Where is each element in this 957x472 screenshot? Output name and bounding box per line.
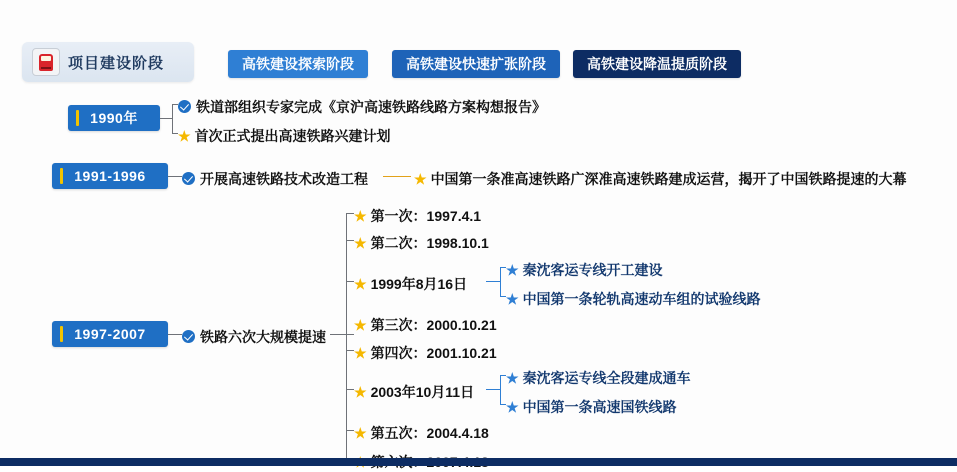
sub-list-item: ★ 中国第一条高速国铁线路: [506, 399, 677, 415]
list-item: ★ 第五次：2004.4.18: [354, 425, 489, 441]
sub-list-item: ★ 秦沈客运专线开工建设: [506, 262, 663, 278]
train-icon: [32, 48, 60, 76]
list-item: ★ 2003年10月11日: [354, 384, 475, 400]
check-icon: [178, 100, 191, 113]
connector: [346, 334, 354, 335]
connector: [346, 213, 347, 461]
list-item: ★ 1999年8月16日: [354, 276, 468, 292]
header: [0, 22, 957, 72]
year-pill-1990[interactable]: 1990年: [68, 105, 160, 131]
connector: [486, 389, 500, 390]
connector: [500, 375, 501, 404]
star-icon: ★: [354, 317, 367, 333]
list-item: ★ 第三次：2000.10.21: [354, 317, 497, 333]
connector: [330, 334, 346, 335]
connector: [346, 350, 354, 351]
star-icon: ★: [354, 425, 367, 441]
list-item: ★ 第四次：2001.10.21: [354, 345, 497, 361]
year-pill-1997-2007[interactable]: 1997-2007: [52, 321, 168, 347]
sub-list-item: ★ 秦沈客运专线全段建成通车: [506, 370, 691, 386]
connector: [346, 281, 354, 282]
star-icon: ★: [414, 171, 427, 187]
list-item: ★ 第二次：1998.10.1: [354, 235, 489, 251]
star-icon: ★: [354, 384, 367, 400]
project-stage-title: [22, 42, 194, 82]
stage-chip-exploration[interactable]: 高铁建设探索阶段: [228, 50, 368, 78]
connector: [383, 176, 411, 177]
connector: [172, 104, 173, 133]
connector: [346, 430, 354, 431]
connector: [486, 281, 500, 282]
connector: [346, 240, 354, 241]
list-item-main: 铁路六次大规模提速: [182, 327, 326, 347]
list-item: ★ 首次正式提出高速铁路兴建计划: [178, 128, 391, 144]
sub-list-item: ★ 中国第一条轮轨高速动车组的试验线路: [506, 291, 761, 307]
connector: [346, 213, 354, 214]
star-icon: ★: [354, 276, 367, 292]
star-icon: ★: [178, 128, 191, 144]
star-icon: ★: [354, 345, 367, 361]
list-item: ★ 中国第一条准高速铁路广深准高速铁路建成运营，揭开了中国铁路提速的大幕: [414, 171, 907, 187]
connector: [500, 267, 501, 296]
stage-chip-expansion[interactable]: 高铁建设快速扩张阶段: [392, 50, 560, 78]
bottom-bar: [0, 458, 957, 466]
list-item: 开展高速铁路技术改造工程: [182, 169, 368, 189]
year-pill-1991-1996[interactable]: 1991-1996: [52, 163, 168, 189]
check-icon: [182, 172, 195, 185]
star-icon: ★: [354, 208, 367, 224]
star-icon: ★: [506, 370, 519, 386]
connector: [168, 334, 182, 335]
star-icon: ★: [506, 291, 519, 307]
stage-chip-quality[interactable]: 高铁建设降温提质阶段: [573, 50, 741, 78]
star-icon: ★: [506, 399, 519, 415]
connector: [160, 118, 172, 119]
list-item: ★ 第一次：1997.4.1: [354, 208, 482, 224]
check-icon: [182, 330, 195, 343]
list-item: 铁道部组织专家完成《京沪高速铁路线路方案构想报告》: [178, 97, 546, 117]
connector: [346, 389, 354, 390]
star-icon: ★: [354, 235, 367, 251]
star-icon: ★: [506, 262, 519, 278]
connector: [168, 176, 182, 177]
page-title: 项目建设阶段: [68, 54, 165, 72]
